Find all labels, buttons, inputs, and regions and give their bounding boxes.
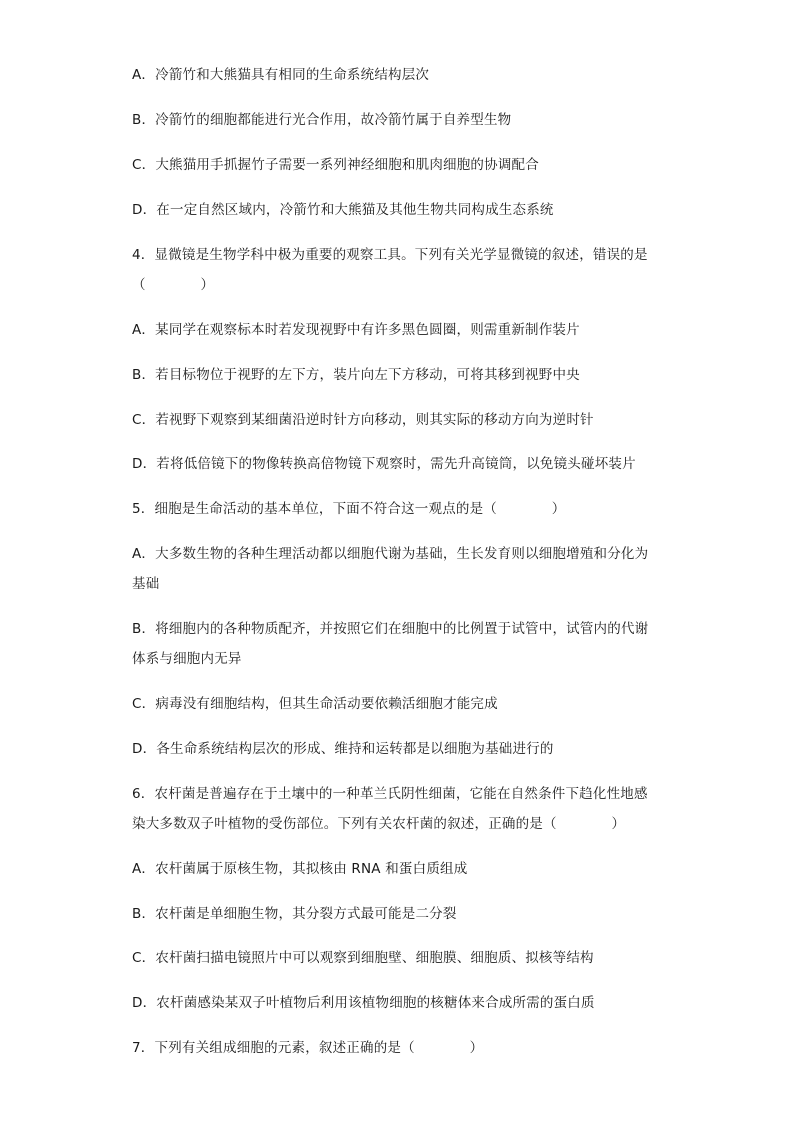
q5-stem: 5．细胞是生命活动的基本单位，下面不符合这一观点的是（ ）	[132, 501, 566, 517]
q5-option-b-line1: B．将细胞内的各种物质配齐，并按照它们在细胞中的比例置于试管中，试管内的代谢	[132, 621, 649, 637]
q6-stem-line1: 6．农杆菌是普遍存在于土壤中的一种革兰氏阴性细菌，它能在自然条件下趋化性地感	[132, 786, 648, 802]
q5-option-a-line1: A．大多数生物的各种生理活动都以细胞代谢为基础，生长发育则以细胞增殖和分化为	[132, 546, 649, 562]
q5-option-c: C．病毒没有细胞结构，但其生命活动要依赖活细胞才能完成	[132, 696, 498, 712]
q4-stem-line1: 4．显微镜是生物学科中极为重要的观察工具。下列有关光学显微镜的叙述，错误的是	[132, 247, 648, 263]
q4-option-a: A．某同学在观察标本时若发现视野中有许多黑色圆圈，则需重新制作装片	[132, 322, 580, 338]
q6-option-b: B．农杆菌是单细胞生物，其分裂方式最可能是二分裂	[132, 906, 457, 922]
q3-option-a: A．冷箭竹和大熊猫具有相同的生命系统结构层次	[132, 67, 430, 83]
q4-option-d: D．若将低倍镜下的物像转换高倍物镜下观察时，需先升高镜筒，以免镜头碰坏装片	[132, 456, 636, 472]
q3-option-c: C．大熊猫用手抓握竹子需要一系列神经细胞和肌肉细胞的协调配合	[132, 157, 539, 173]
q4-option-c: C．若视野下观察到某细菌沿逆时针方向移动，则其实际的移动方向为逆时针	[132, 412, 594, 428]
q6-option-d: D．农杆菌感染某双子叶植物后利用该植物细胞的核糖体来合成所需的蛋白质	[132, 995, 595, 1011]
q4-stem-line2: （ ）	[132, 277, 215, 293]
q3-option-d: D．在一定自然区域内，冷箭竹和大熊猫及其他生物共同构成生态系统	[132, 202, 554, 218]
q5-option-b-line2: 体系与细胞内无异	[132, 651, 242, 667]
q4-option-b: B．若目标物位于视野的左下方，装片向左下方移动，可将其移到视野中央	[132, 367, 580, 383]
q6-option-a: A．农杆菌属于原核生物，其拟核由 RNA 和蛋白质组成	[132, 861, 468, 877]
q6-stem-line2: 染大多数双子叶植物的受伤部位。下列有关农杆菌的叙述，正确的是（ ）	[132, 816, 626, 832]
q6-option-c: C．农杆菌扫描电镜照片中可以观察到细胞壁、细胞膜、细胞质、拟核等结构	[132, 950, 594, 966]
q5-option-a-line2: 基础	[132, 576, 160, 592]
q7-stem: 7．下列有关组成细胞的元素，叙述正确的是（ ）	[132, 1040, 484, 1056]
q3-option-b: B．冷箭竹的细胞都能进行光合作用，故冷箭竹属于自养型生物	[132, 112, 512, 128]
q5-option-d: D．各生命系统结构层次的形成、维持和运转都是以细胞为基础进行的	[132, 741, 554, 757]
